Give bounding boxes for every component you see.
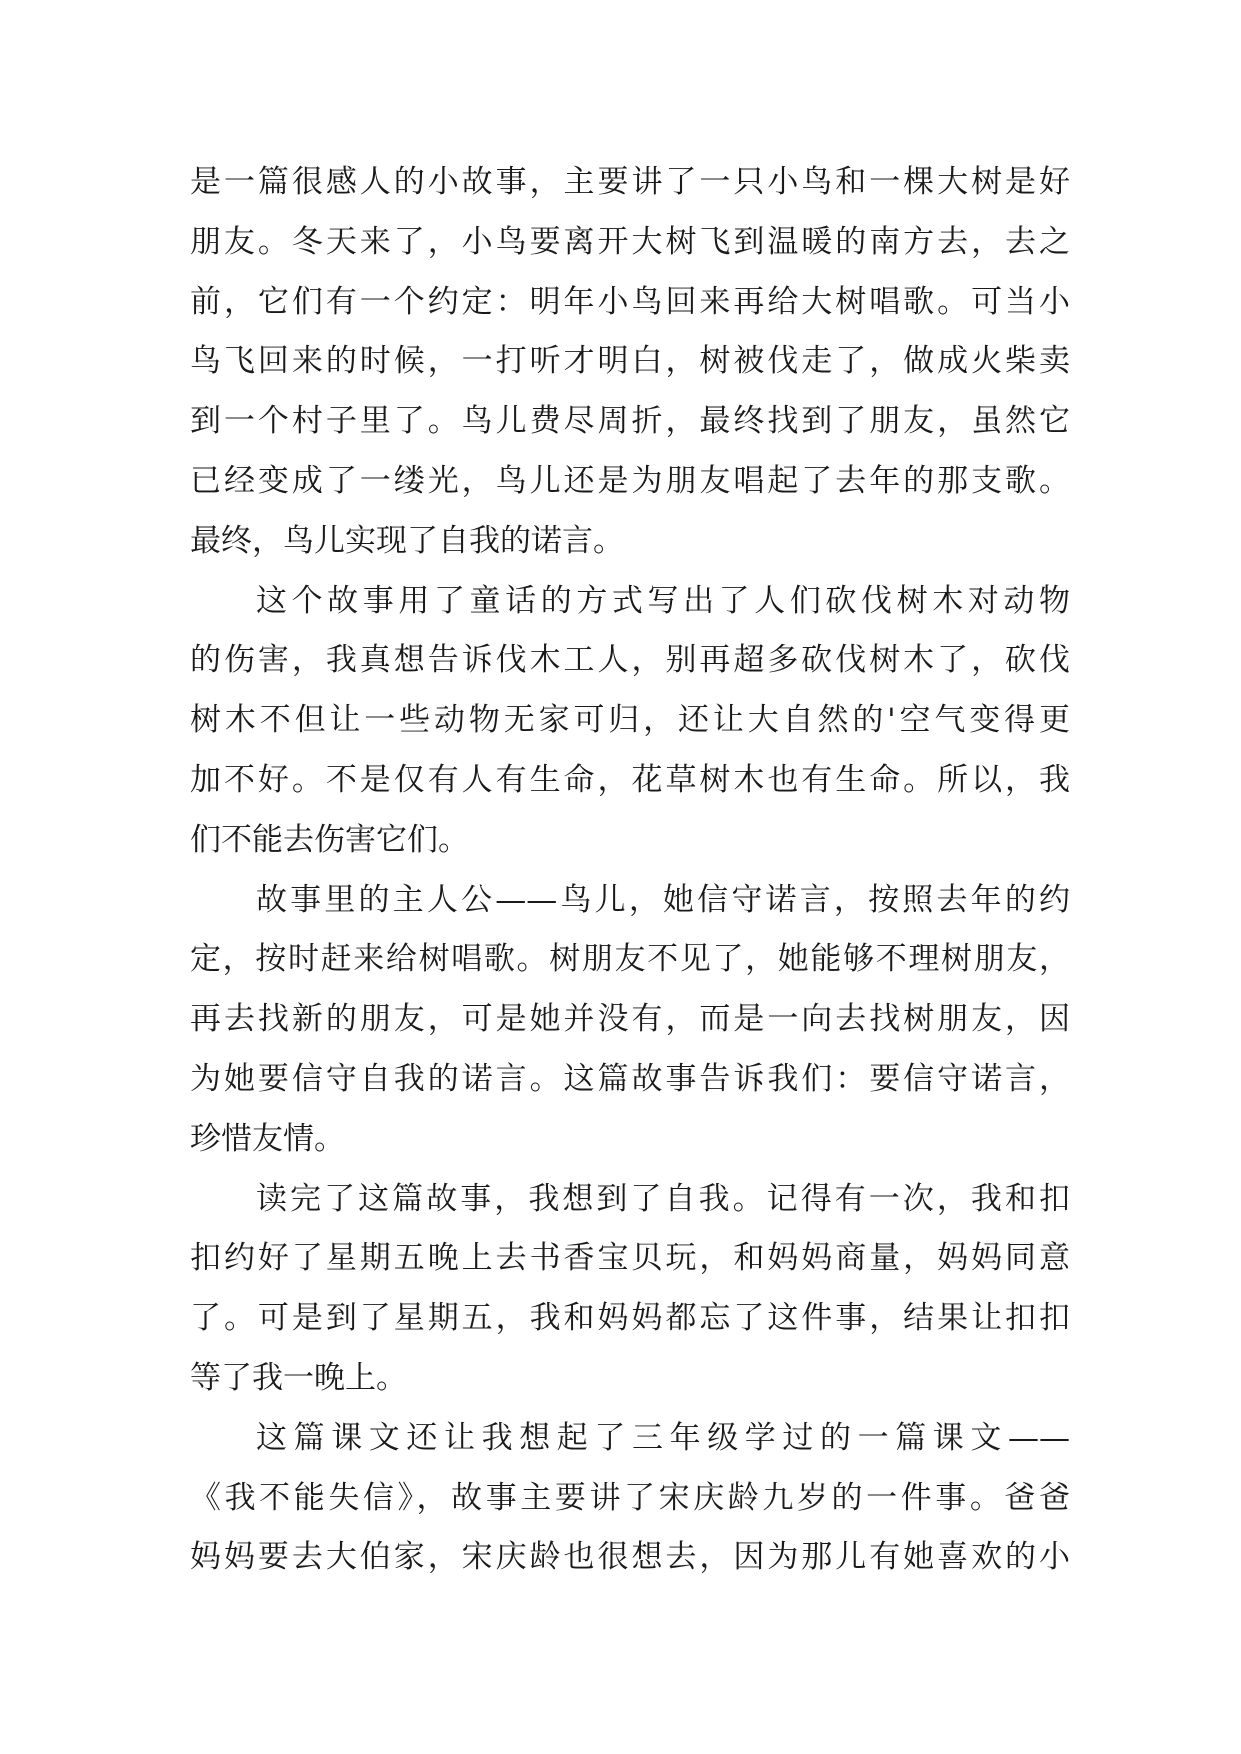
text-line: 扣约好了星期五晚上去书香宝贝玩，和妈妈商量，妈妈同意: [190, 1240, 1070, 1277]
text-line: 朋友。冬天来了，小鸟要离开大树飞到温暖的南方去，去之: [190, 223, 1070, 260]
text-line: 了。可是到了星期五，我和妈妈都忘了这件事，结果让扣扣: [190, 1300, 1070, 1337]
text-line: 定，按时赶来给树唱歌。树朋友不见了，她能够不理树朋友，: [190, 941, 1070, 978]
text-line: 这个故事用了童话的方式写出了人们砍伐树木对动物: [256, 582, 1070, 619]
text-line: 树木不但让一些动物无家可归，还让大自然的'空气变得更: [190, 702, 1070, 739]
text-line: 最终，鸟儿实现了自我的诺言。: [190, 522, 624, 559]
text-line: 为她要信守自我的诺言。这篇故事告诉我们：要信守诺言，: [190, 1060, 1070, 1097]
text-line: 的伤害，我真想告诉伐木工人，别再超多砍伐树木了，砍伐: [190, 642, 1070, 679]
text-line: 已经变成了一缕光，鸟儿还是为朋友唱起了去年的那支歌。: [190, 462, 1070, 499]
essay-body: [190, 153, 1070, 1588]
text-line: 这篇课文还让我想起了三年级学过的一篇课文——: [256, 1419, 1070, 1456]
text-line: 到一个村子里了。鸟儿费尽周折，最终找到了朋友，虽然它: [190, 403, 1070, 440]
text-line: 等了我一晚上。: [190, 1359, 407, 1396]
text-line: 《我不能失信》，故事主要讲了宋庆龄九岁的一件事。爸爸: [190, 1479, 1070, 1516]
text-line: 们不能去伤害它们。: [190, 821, 469, 858]
text-line: 珍惜友情。: [190, 1120, 345, 1157]
text-line: 妈妈要去大伯家，宋庆龄也很想去，因为那儿有她喜欢的小: [190, 1539, 1070, 1576]
text-line: 是一篇很感人的小故事，主要讲了一只小鸟和一棵大树是好: [190, 164, 1070, 200]
text-line: 再去找新的朋友，可是她并没有，而是一向去找树朋友，因: [190, 1001, 1070, 1038]
text-line: 故事里的主人公——鸟儿，她信守诺言，按照去年的约: [256, 881, 1070, 918]
text-line: 前，它们有一个约定：明年小鸟回来再给大树唱歌。可当小: [190, 283, 1070, 320]
text-line: 读完了这篇故事，我想到了自我。记得有一次，我和扣: [256, 1180, 1070, 1217]
text-line: 鸟飞回来的时候，一打听才明白，树被伐走了，做成火柴卖: [190, 343, 1070, 380]
text-line: 加不好。不是仅有人有生命，花草树木也有生命。所以，我: [190, 761, 1070, 798]
